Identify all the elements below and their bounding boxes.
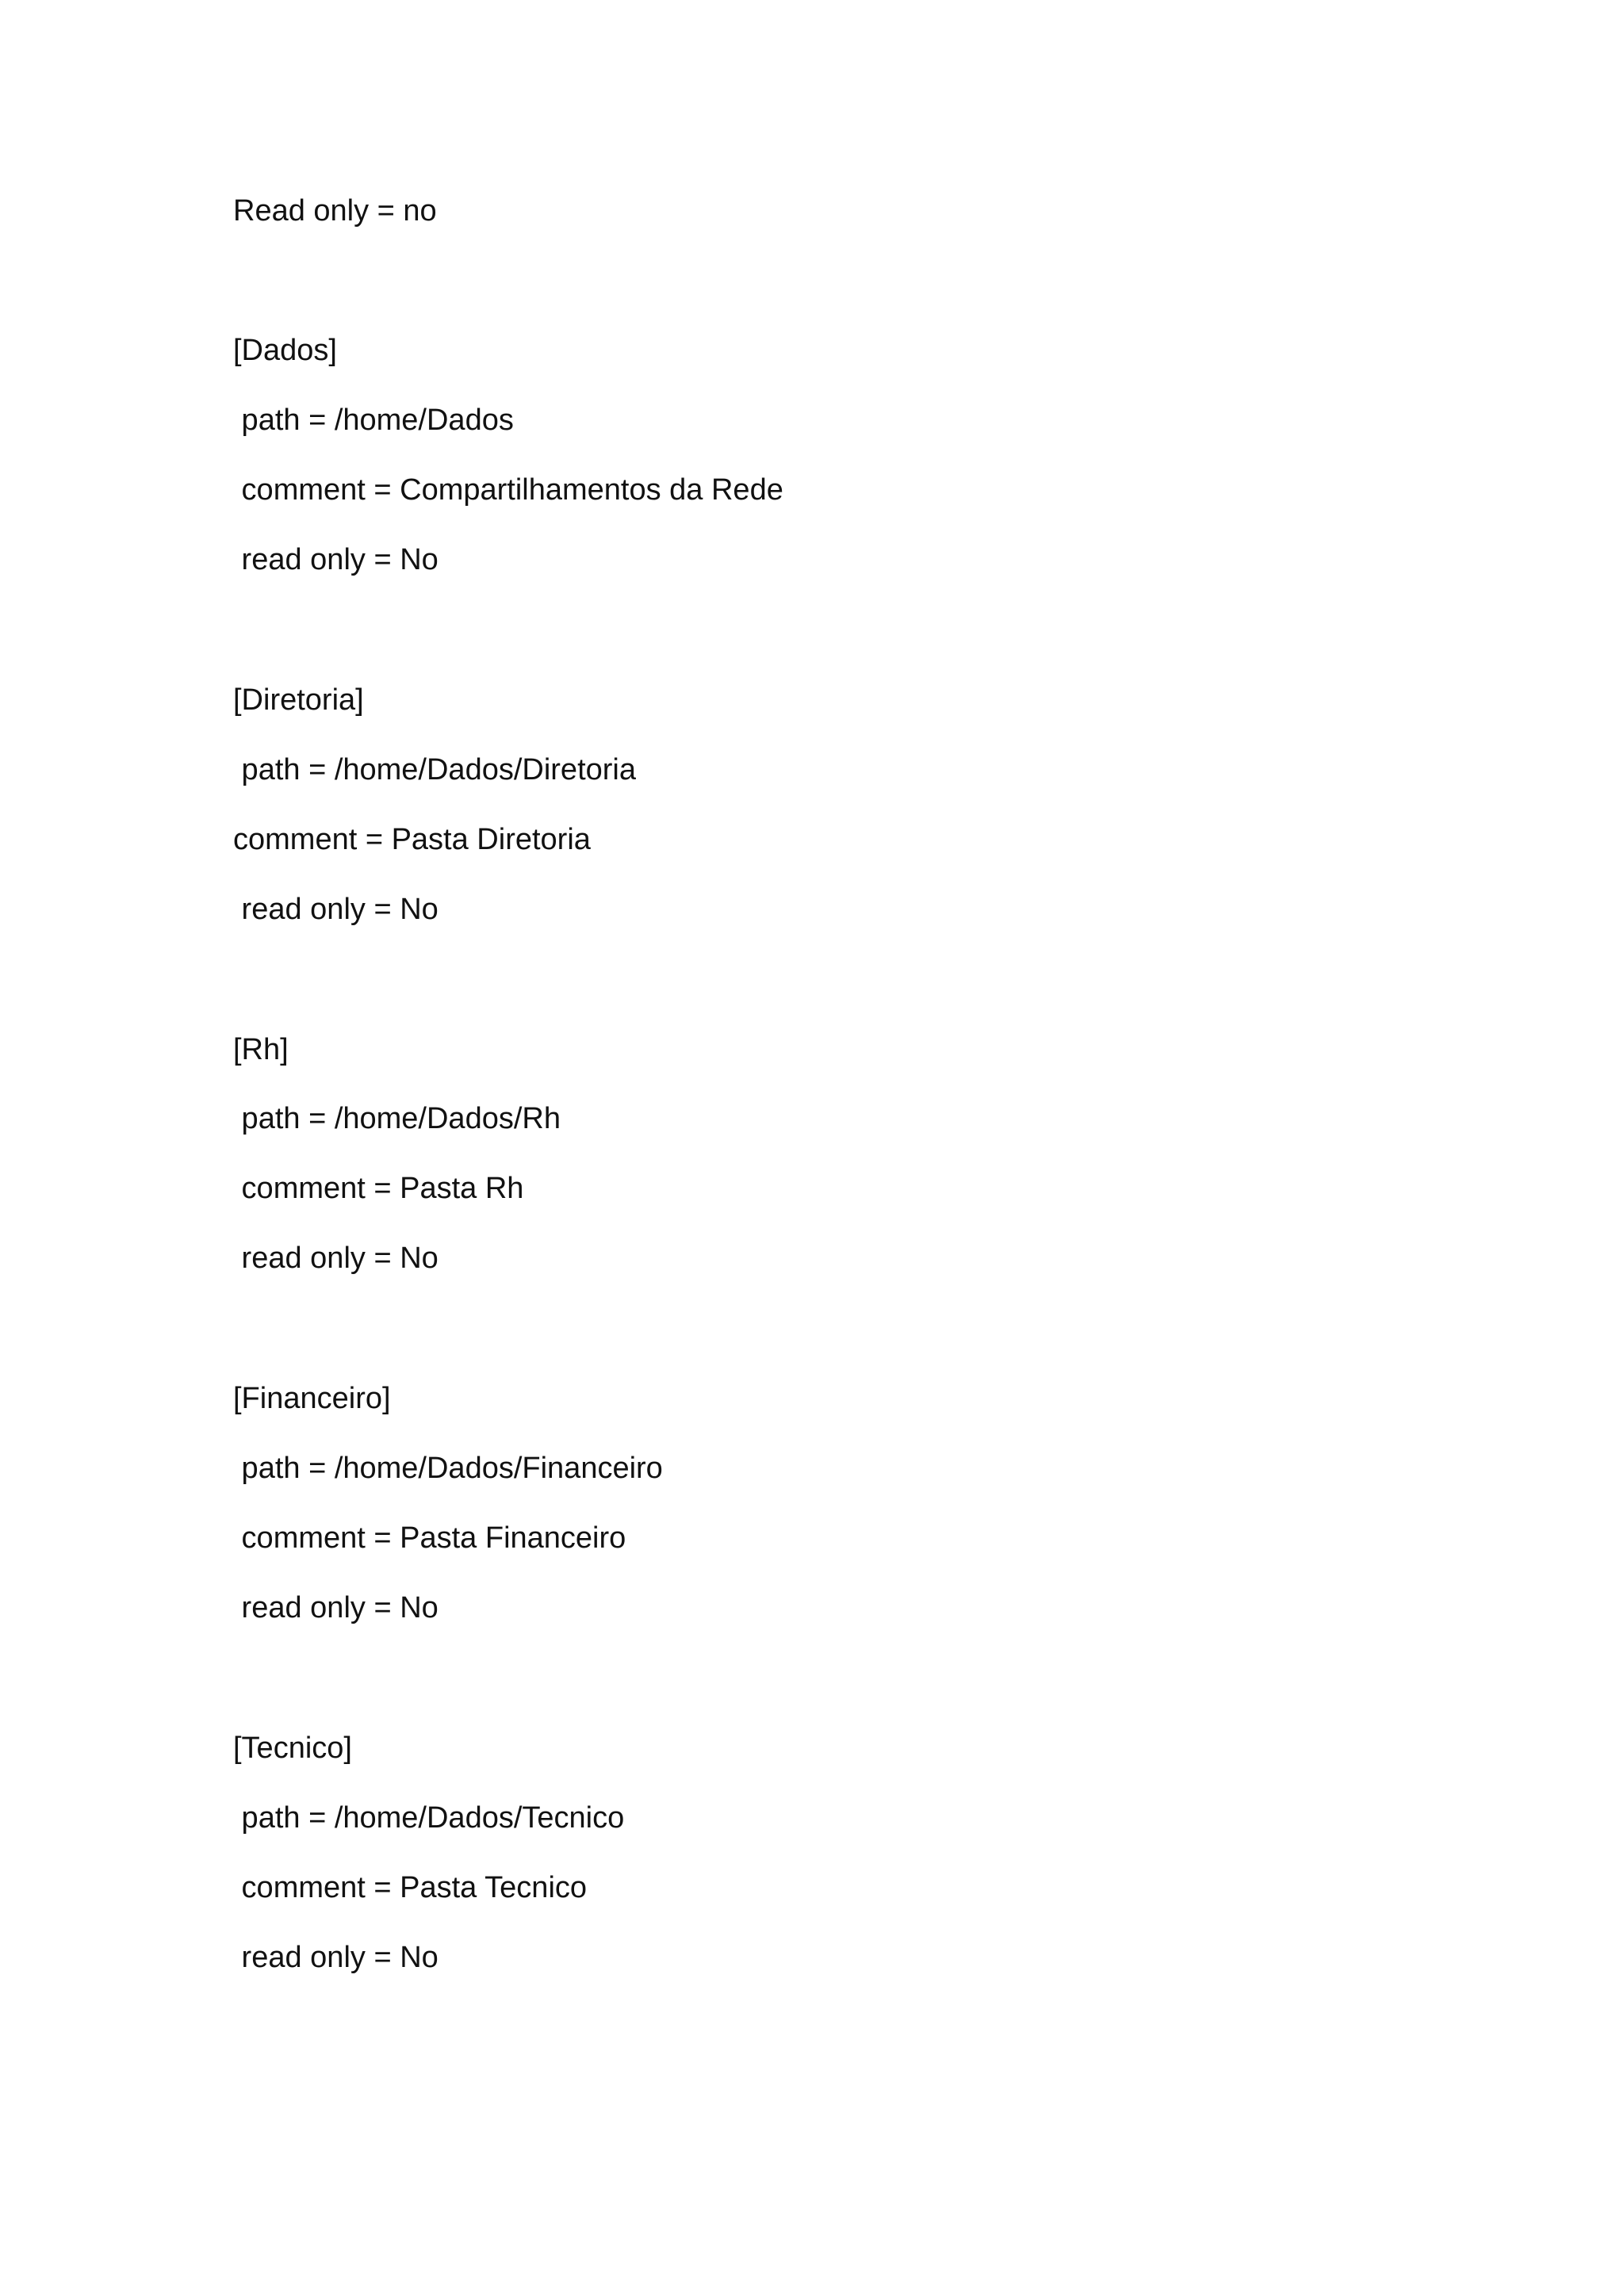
dados-path-line: path = /home/Dados <box>233 404 514 437</box>
global-read-only-line: Read only = no <box>233 194 437 228</box>
diretoria-path-line: path = /home/Dados/Diretoria <box>233 753 636 786</box>
financeiro-read-only-line: read only = No <box>233 1591 439 1624</box>
section-header-diretoria: [Diretoria] <box>233 683 364 717</box>
section-header-rh: [Rh] <box>233 1033 289 1066</box>
section-header-financeiro: [Financeiro] <box>233 1382 391 1415</box>
tecnico-read-only-line: read only = No <box>233 1941 439 1974</box>
financeiro-path-line: path = /home/Dados/Financeiro <box>233 1452 663 1485</box>
section-header-dados: [Dados] <box>233 334 337 367</box>
financeiro-comment-line: comment = Pasta Financeiro <box>233 1521 626 1555</box>
rh-comment-line: comment = Pasta Rh <box>233 1172 524 1205</box>
section-header-tecnico: [Tecnico] <box>233 1732 352 1765</box>
dados-comment-line: comment = Compartilhamentos da Rede <box>233 473 783 507</box>
tecnico-path-line: path = /home/Dados/Tecnico <box>233 1801 625 1835</box>
rh-read-only-line: read only = No <box>233 1242 439 1275</box>
rh-path-line: path = /home/Dados/Rh <box>233 1102 561 1135</box>
dados-read-only-line: read only = No <box>233 543 439 576</box>
tecnico-comment-line: comment = Pasta Tecnico <box>233 1871 588 1904</box>
diretoria-read-only-line: read only = No <box>233 893 439 926</box>
diretoria-comment-line: comment = Pasta Diretoria <box>233 823 591 856</box>
